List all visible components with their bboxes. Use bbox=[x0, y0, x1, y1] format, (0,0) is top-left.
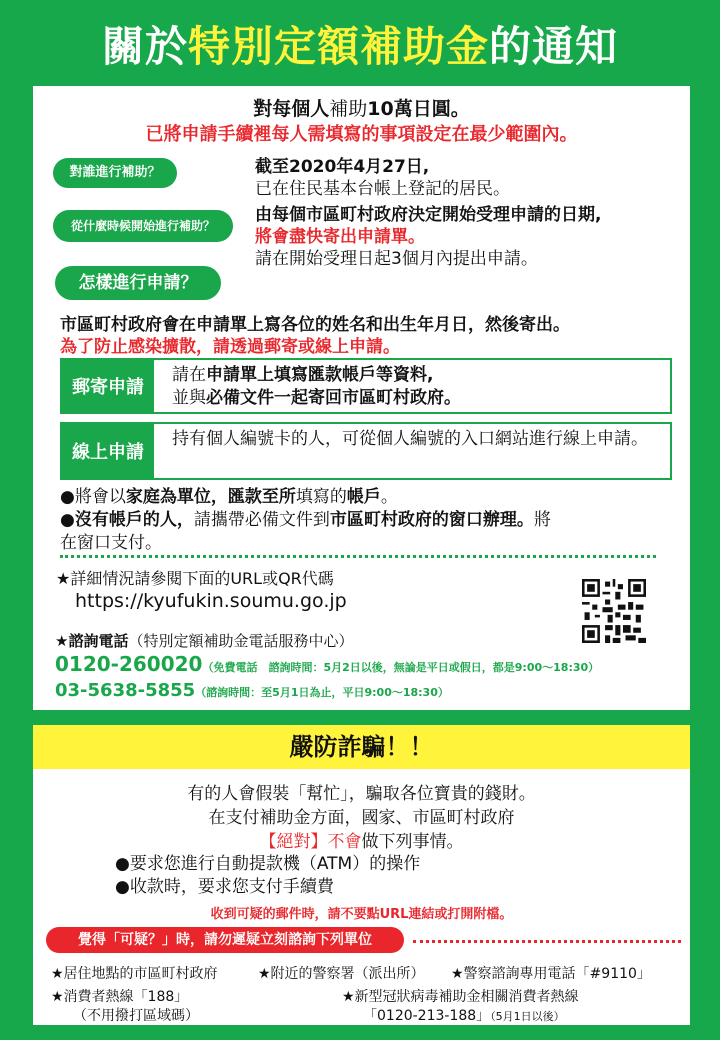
phone-1: 0120-260020（免費電話 諮詢時間：5月2日以後，無論是平日或假日，都是9:00～18:30） bbox=[55, 652, 600, 676]
bullets bbox=[60, 486, 660, 555]
fraud-bullets: ●要求您進行自動提款機（ATM）的操作 ●收款時，要求您支付手續費 bbox=[115, 854, 421, 897]
phone-2: 03-5638-5855（諮詢時間：至5月1日為止，平日9:00～18:30） bbox=[55, 680, 449, 701]
intro-line1: 對每個人補助10萬日圓。 bbox=[253, 98, 470, 120]
divider-dotted bbox=[60, 555, 656, 558]
contact-3: ★警察諮詢專用電話「#9110」 bbox=[451, 966, 651, 982]
red-dotted-divider bbox=[413, 940, 681, 943]
title-part2: 的通知 bbox=[489, 22, 619, 71]
qr-code bbox=[582, 579, 646, 643]
bullet-1: ●將會以家庭為單位，匯款至所填寫的帳戶。 bbox=[60, 487, 398, 507]
when-answer: 由每個市區町村政府決定開始受理申請的日期, 將會盡快寄出申請單。 請在開始受理日起3個月內提出申請。 bbox=[255, 205, 602, 269]
title-part1: 關於 bbox=[101, 22, 188, 71]
contact-1: ★居住地點的市區町村政府 bbox=[51, 966, 218, 982]
when-pill: 從什麼時候開始進行補助？ bbox=[53, 210, 233, 242]
fraud-header: 嚴防詐騙！！ bbox=[33, 725, 690, 769]
contact-5: ★新型冠狀病毒補助金相關消費者熱線 bbox=[342, 989, 579, 1005]
online-apply-label: 線上申請 bbox=[62, 424, 154, 478]
page-title bbox=[0, 14, 720, 74]
bullet-2-cont: 在窗口支付。 bbox=[60, 533, 162, 553]
phone-2-number[interactable]: 03-5638-5855 bbox=[55, 680, 196, 701]
contact-2: ★附近的警察署（派出所） bbox=[258, 966, 425, 982]
how-line1: 市區町村政府會在申請單上寫各位的姓名和出生年月日，然後寄出。 bbox=[60, 315, 570, 335]
who-pill: 對誰進行補助？ bbox=[53, 158, 177, 188]
contact-4-note: （不用撥打區域碼） bbox=[73, 1008, 199, 1024]
info-url[interactable]: https://kyufukin.soumu.go.jp bbox=[75, 590, 347, 612]
online-apply-text: 持有個人編號卡的人，可從個人編號的入口網站進行線上申請。 bbox=[172, 429, 648, 449]
mail-apply-label: 郵寄申請 bbox=[62, 360, 154, 412]
fraud-line2: 在支付補助金方面，國家、市區町村政府 bbox=[208, 808, 515, 828]
phone-1-number[interactable]: 0120-260020 bbox=[55, 652, 203, 676]
fraud-warning: 收到可疑的郵件時，請不要點URL連結或打開附檔。 bbox=[210, 907, 513, 922]
fraud-line3: 【絕對】不會做下列事情。 bbox=[259, 832, 464, 852]
how-pill: 怎樣進行申請？ bbox=[55, 266, 221, 300]
phone-title: ★諮詢電話（特別定額補助金電話服務中心） bbox=[55, 632, 354, 650]
consult-pill: 覺得「可疑？」時，請勿遲疑立刻諮詢下列單位 bbox=[46, 927, 404, 953]
intro-line2: 已將申請手續裡每人需填寫的事項設定在最少範圍內。 bbox=[145, 124, 578, 145]
fraud-line1: 有的人會假裝「幫忙」，騙取各位寶貴的錢財。 bbox=[187, 784, 536, 804]
main-panel bbox=[33, 86, 690, 710]
how-line2: 為了防止感染擴散，請透過郵寄或線上申請。 bbox=[60, 337, 400, 357]
mail-apply-box bbox=[60, 358, 672, 414]
contact-5-number: 「0120-213-188」（5月1日以後） bbox=[363, 1008, 565, 1024]
who-answer: 截至2020年4月27日, 已在住民基本台帳上登記的居民。 bbox=[255, 157, 510, 199]
fraud-panel bbox=[33, 725, 690, 1025]
info-line: ★詳細情況請參閱下面的URL或QR代碼 bbox=[56, 569, 334, 588]
online-apply-box bbox=[60, 422, 672, 480]
bullet-2: ●沒有帳戶的人，請攜帶必備文件到市區町村政府的窗口辦理。將 bbox=[60, 510, 551, 530]
title-highlight: 特別定額補助金 bbox=[187, 22, 489, 71]
contact-4: ★消費者熱線「188」 bbox=[51, 989, 189, 1005]
mail-apply-text: 請在申請單上填寫匯款帳戶等資料, 並與必備文件一起寄回市區町村政府。 bbox=[172, 365, 461, 408]
